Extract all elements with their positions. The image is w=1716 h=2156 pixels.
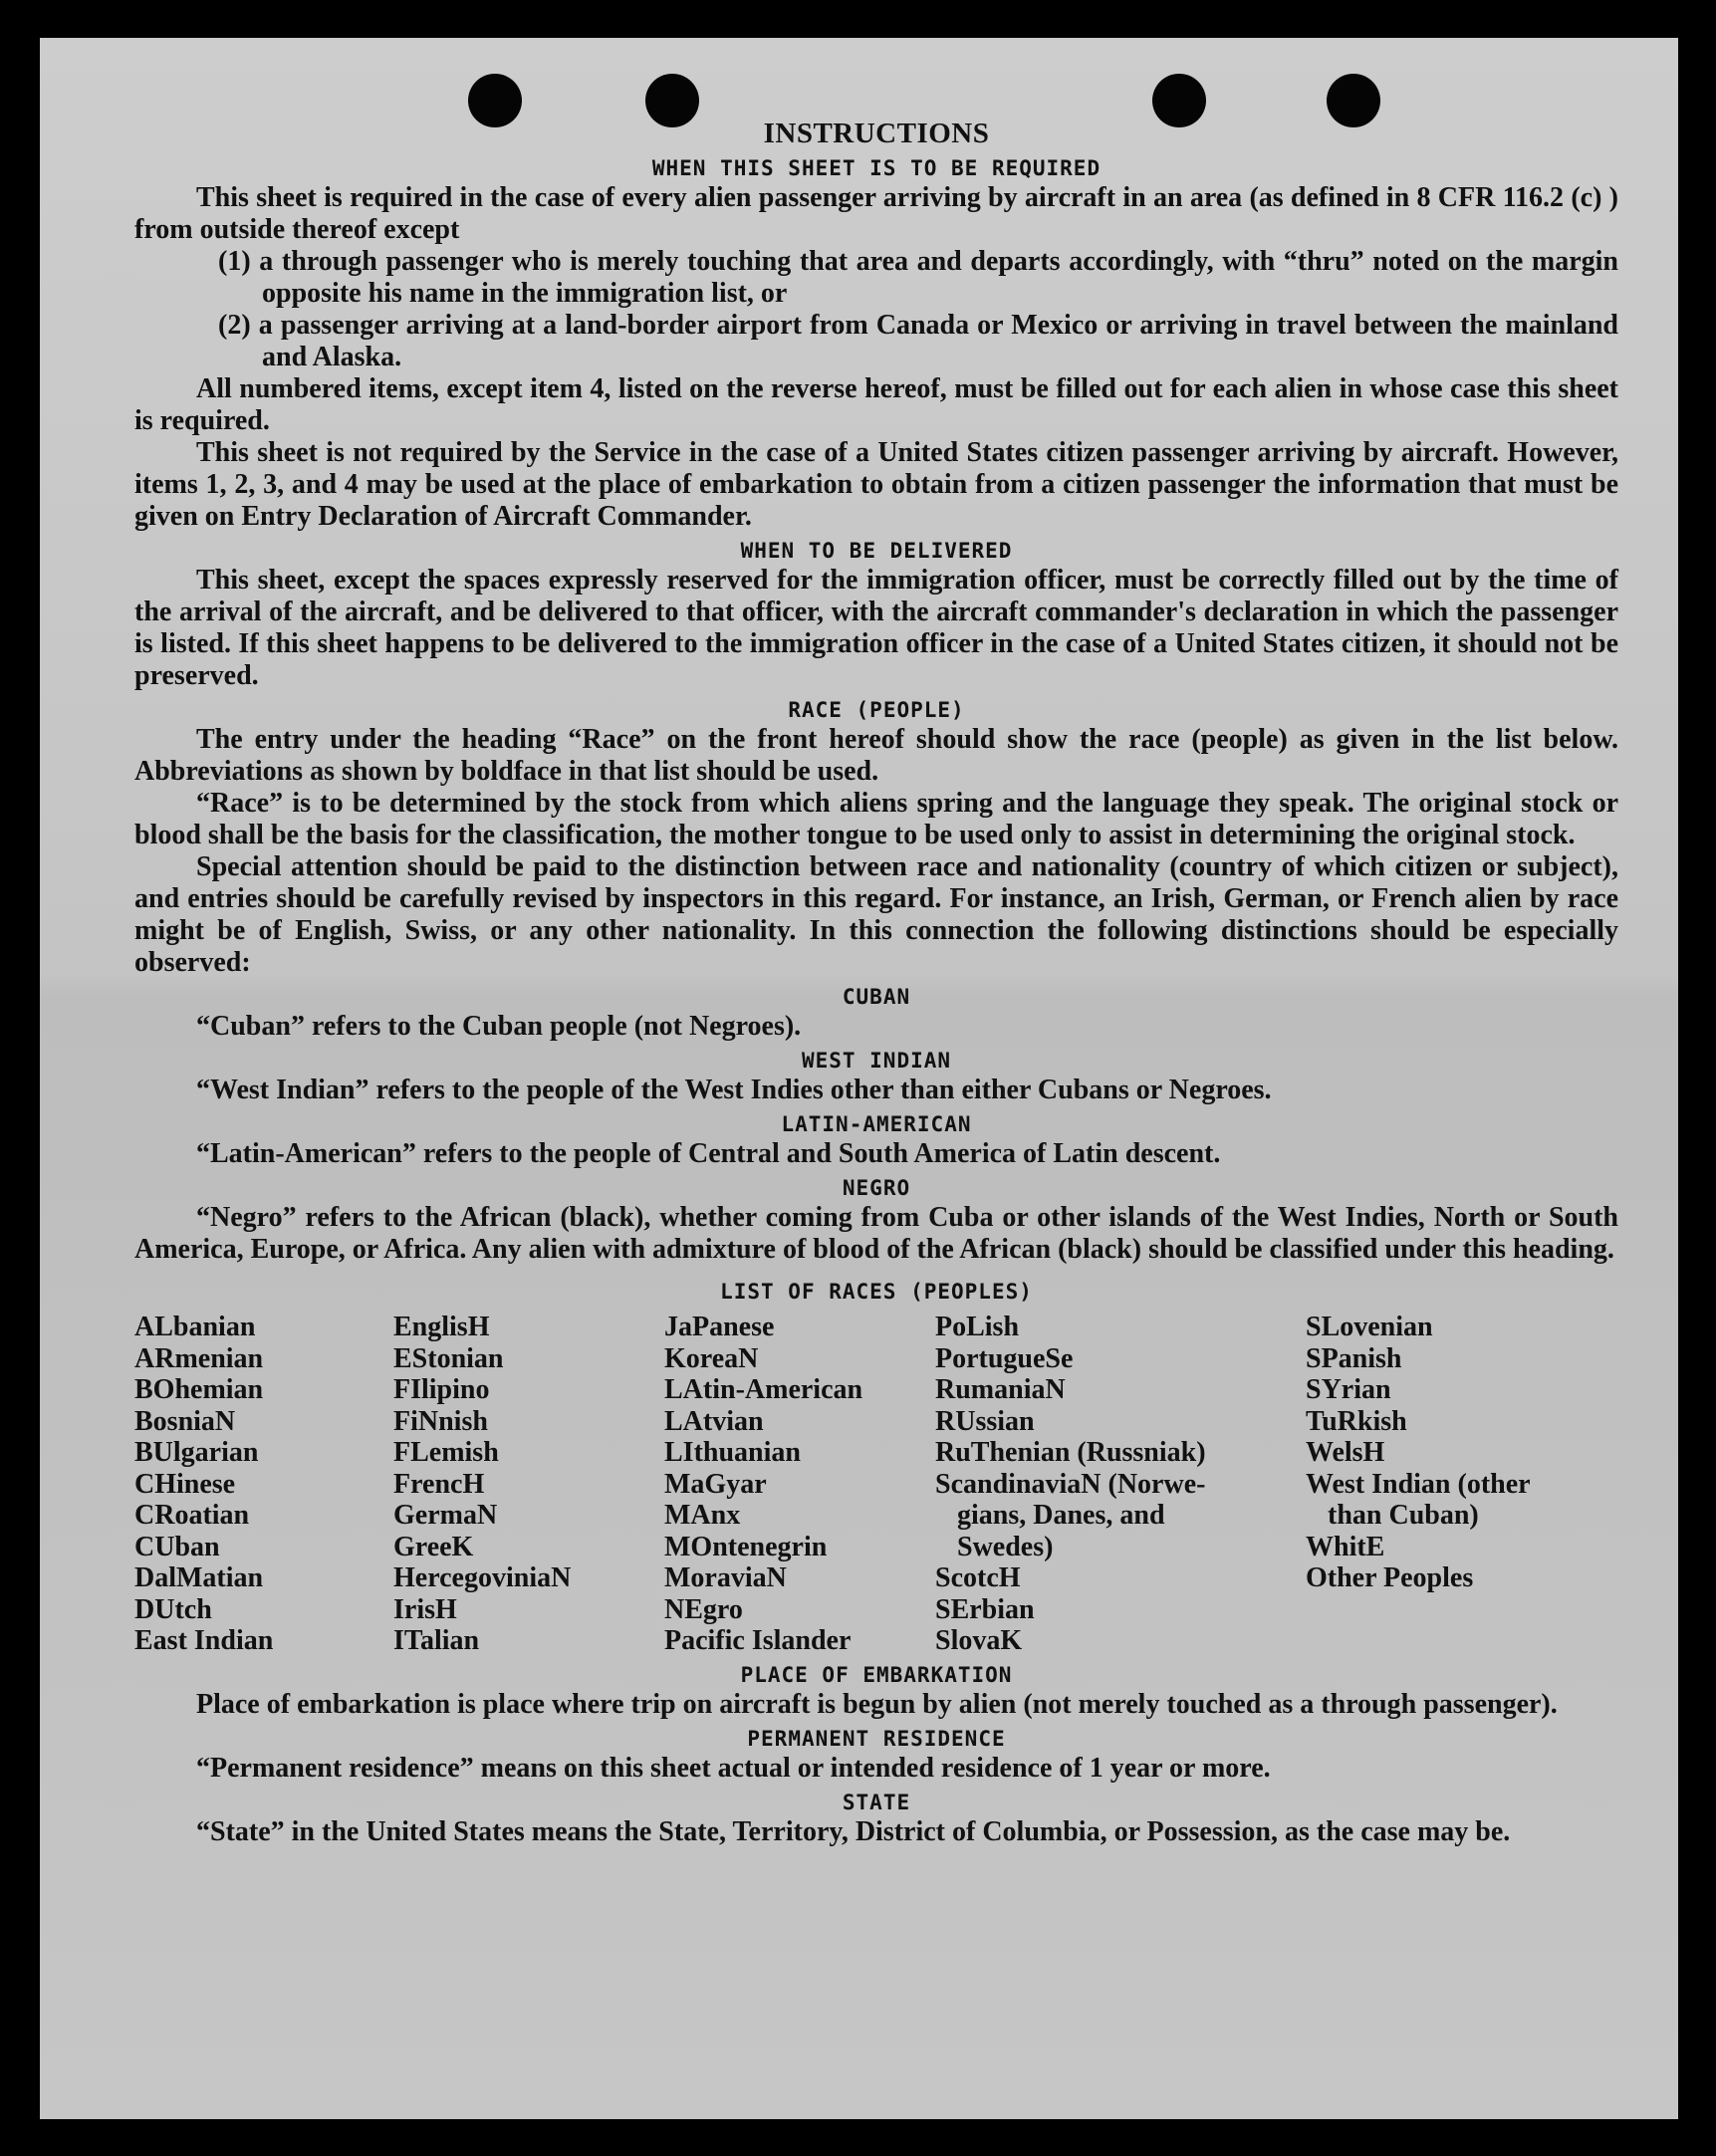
race-item: SPanish	[1306, 1342, 1402, 1374]
paragraph: “Permanent residence” means on this sheet actual or intended residence of 1 year or more.	[196, 1752, 1271, 1784]
race-item: CUban	[134, 1531, 220, 1562]
race-item: EnglisH	[393, 1312, 490, 1342]
race-item: RUssian	[935, 1405, 1035, 1437]
section-heading-embarkation: PLACE OF EMBARKATION	[740, 1662, 1013, 1687]
definition-negro: “Negro” refers to the African (black), whether coming from Cuba or other islands of the West Indies, North or South America, Europe, or Africa. Any alien with admixture of blood of the African (black) should be classified under this heading.	[134, 1202, 1618, 1265]
race-item: SlovaK	[935, 1625, 1023, 1656]
paragraph: “State” in the United States means the State, Territory, District of Columbia, or Possession, as the case may be.	[196, 1815, 1511, 1847]
section-heading-when-delivered: WHEN TO BE DELIVERED	[740, 539, 1013, 563]
race-item: PortugueSe	[935, 1342, 1074, 1374]
race-item: NEgro	[664, 1593, 743, 1625]
section-heading-latin-american: LATIN-AMERICAN	[781, 1112, 972, 1136]
races-column	[1306, 1312, 1604, 1657]
paragraph: The entry under the heading “Race” on the front hereof should show the race (people) as given in the list below. Abbreviations as shown by boldface in that list should be used.	[134, 724, 1618, 787]
races-column	[134, 1312, 393, 1657]
paragraph: “Race” is to be determined by the stock from which aliens spring and the language they speak. The original stock or blood shall be the basis for the classification, the mother tongue to be used only to assist in determining the original stock.	[134, 788, 1618, 850]
race-item: GermaN	[393, 1500, 498, 1531]
race-item: LIthuanian	[664, 1437, 801, 1468]
race-item: CHinese	[134, 1468, 236, 1500]
race-item: BosniaN	[134, 1405, 236, 1437]
race-item: DUtch	[134, 1593, 212, 1625]
definition-latin-american: “Latin-American” refers to the people of Central and South America of Latin descent.	[196, 1138, 1221, 1169]
race-item: FiNnish	[393, 1405, 488, 1437]
race-item: TuRkish	[1306, 1405, 1407, 1437]
race-item: LAtvian	[664, 1405, 764, 1437]
race-item: FIlipino	[393, 1374, 490, 1405]
race-item: WhitE	[1306, 1531, 1385, 1562]
race-item: ARmenian	[134, 1342, 264, 1374]
race-item: MAnx	[664, 1500, 741, 1531]
races-column	[935, 1312, 1306, 1657]
race-item: East Indian	[134, 1625, 274, 1656]
race-item: FrencH	[393, 1468, 485, 1500]
races-column	[664, 1312, 935, 1657]
race-item: SLovenian	[1306, 1312, 1433, 1342]
race-item: West Indian (other	[1306, 1468, 1531, 1500]
section-heading-residence: PERMANENT RESIDENCE	[747, 1726, 1006, 1751]
race-item: than Cuban)	[1328, 1500, 1479, 1531]
definition-cuban: “Cuban” refers to the Cuban people (not Negroes).	[196, 1011, 802, 1042]
race-item: ScotcH	[935, 1562, 1021, 1593]
instructions-content	[134, 118, 1618, 1848]
race-item: MOntenegrin	[664, 1531, 828, 1562]
race-item: RuThenian (Russniak)	[935, 1437, 1206, 1468]
race-item: MaGyar	[664, 1468, 767, 1500]
race-item: Pacific Islander	[664, 1625, 852, 1656]
race-item: DalMatian	[134, 1562, 264, 1593]
paragraph: This sheet, except the spaces expressly reserved for the immigration officer, must be correctly filled out by the time of the arrival of the aircraft, and be delivered to that officer, with the aircraft commander's declaration in which the passenger is listed. If this sheet happens to be delivered to the immigration officer in the case of a United States citizen, it should not be preserved.	[134, 565, 1618, 691]
race-item: LAtin-American	[664, 1374, 863, 1405]
section-heading-when-required: WHEN THIS SHEET IS TO BE REQUIRED	[651, 156, 1102, 180]
race-item: GreeK	[393, 1531, 474, 1562]
section-heading-negro: NEGRO	[842, 1176, 911, 1200]
races-list	[134, 1312, 1618, 1657]
race-item: gians, Danes, and	[957, 1500, 1165, 1531]
race-item: SErbian	[935, 1593, 1035, 1625]
race-item: EStonian	[393, 1342, 504, 1374]
paragraph: This sheet is not required by the Service in the case of a United States citizen passenger arriving by aircraft. However, items 1, 2, 3, and 4 may be used at the place of embarkation to obtain from a citizen passenger the information that must be given on Entry Declaration of Aircraft Commander.	[134, 437, 1618, 532]
race-item: CRoatian	[134, 1500, 250, 1531]
race-item: ITalian	[393, 1625, 480, 1656]
section-heading-state: STATE	[842, 1790, 911, 1814]
race-item: Swedes)	[957, 1531, 1054, 1562]
document-page	[40, 38, 1678, 2119]
paragraph: All numbered items, except item 4, listed on the reverse hereof, must be filled out for each alien in whose case this sheet is required.	[134, 373, 1618, 436]
section-heading-west-indian: WEST INDIAN	[801, 1049, 952, 1073]
race-item: MoraviaN	[664, 1562, 787, 1593]
races-column	[393, 1312, 664, 1657]
race-item: Other Peoples	[1306, 1562, 1474, 1593]
race-item: IrisH	[393, 1593, 457, 1625]
race-item: BOhemian	[134, 1374, 264, 1405]
race-item: RumaniaN	[935, 1374, 1066, 1405]
race-item: HercegoviniaN	[393, 1562, 572, 1593]
definition-west-indian: “West Indian” refers to the people of the West Indies other than either Cubans or Negroes.	[196, 1075, 1272, 1105]
list-of-races-heading: LIST OF RACES (PEOPLES)	[720, 1280, 1033, 1304]
race-item: PoLish	[935, 1312, 1020, 1342]
section-heading-cuban: CUBAN	[842, 985, 911, 1009]
race-item: SYrian	[1306, 1374, 1391, 1405]
exception-item: (1) a through passenger who is merely touching that area and departs accordingly, with “thru” noted on the margin opposite his name in the immigration list, or	[218, 246, 1618, 309]
race-item: ScandinaviaN (Norwe-	[935, 1468, 1206, 1500]
paragraph: Place of embarkation is place where trip on aircraft is begun by alien (not merely touched as a through passenger).	[196, 1688, 1558, 1720]
paragraph: This sheet is required in the case of every alien passenger arriving by aircraft in an area (as defined in 8 CFR 116.2 (c) ) from outside thereof except	[134, 182, 1618, 245]
race-item: FLemish	[393, 1437, 499, 1468]
exception-item: (2) a passenger arriving at a land-border airport from Canada or Mexico or arriving in travel between the mainland and Alaska.	[218, 310, 1618, 372]
race-item: JaPanese	[664, 1312, 775, 1342]
race-item: ALbanian	[134, 1312, 256, 1342]
race-item: BUlgarian	[134, 1437, 259, 1468]
page-title: INSTRUCTIONS	[763, 118, 990, 149]
race-item: KoreaN	[664, 1342, 759, 1374]
race-item: WelsH	[1306, 1437, 1385, 1468]
paragraph: Special attention should be paid to the distinction between race and nationality (country of which citizen or subject), and entries should be carefully revised by inspectors in this regard. For instance, an Irish, German, or French alien by race might be of English, Swiss, or any other nationality. In this connection the following distinctions should be especially observed:	[134, 851, 1618, 978]
section-heading-race: RACE (PEOPLE)	[788, 698, 965, 722]
